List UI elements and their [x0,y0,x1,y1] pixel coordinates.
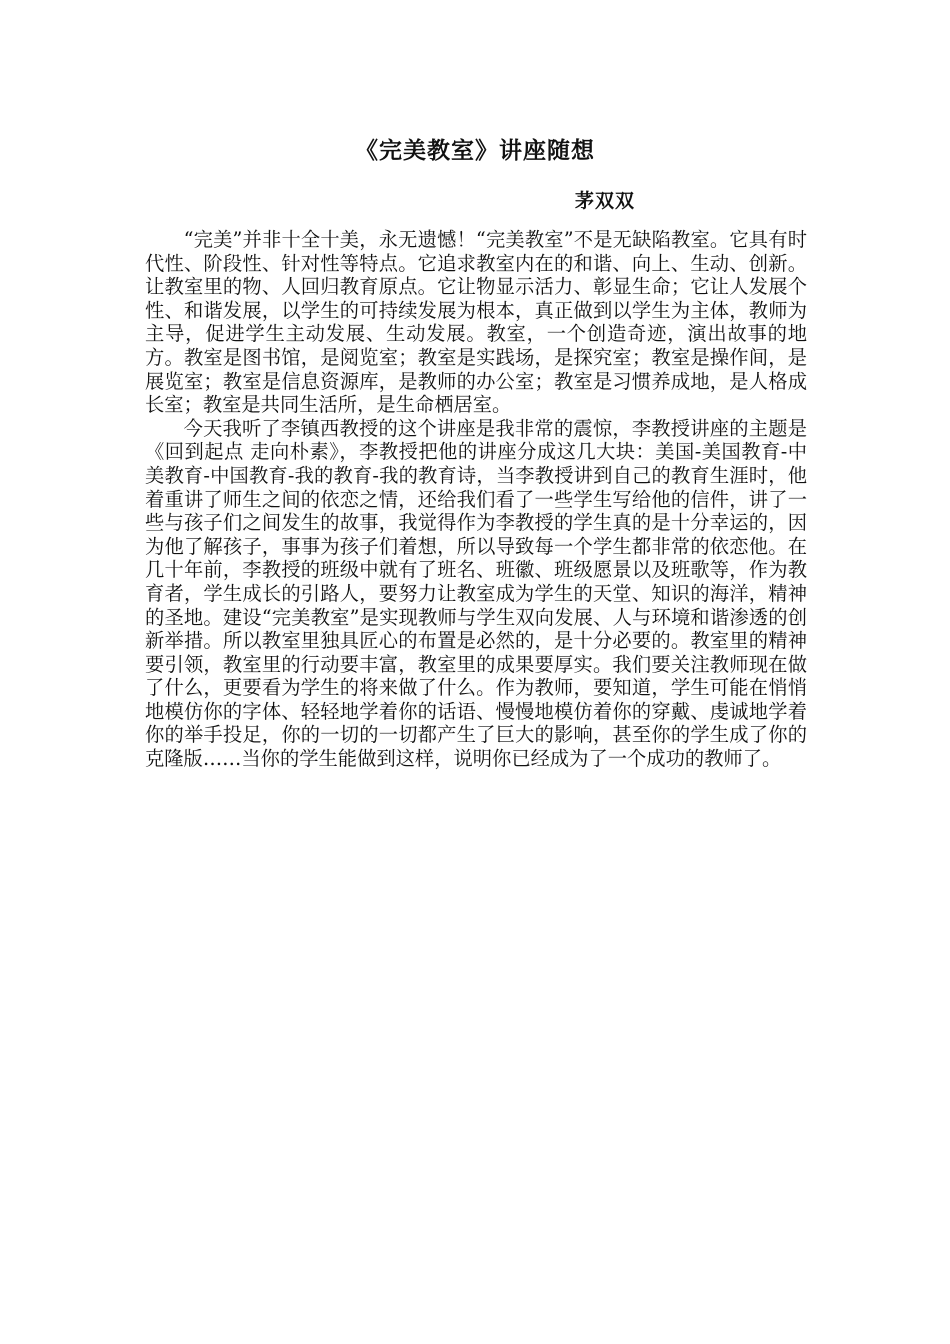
paragraph-2: 今天我听了李镇西教授的这个讲座是我非常的震惊，李教授讲座的主题是《回到起点 走向朴素》，李教授把他的讲座分成这几大块：美国-美国教育-中美教育-中国教育-我的教育-我的教育诗，当李教授讲到自己的教育生涯时，他着重讲了师生之间的依恋之情，还给我们看了一些学生写给他的信件，讲了一些与孩子们之间发生的故事，我觉得作为李教授的学生真的是十分幸运的，因为他了解孩子，事事为孩子们着想，所以导致每一个学生都非常的依恋他。在几十年前，李教授的班级中就有了班名、班徽、班级愿景以及班歌等，作为教育者，学生成长的引路人，要努力让教室成为学生的天堂、知识的海洋，精神的圣地。建设“完美教室”是实现教师与学生双向发展、人与环境和谐渗透的创新举措。所以教室里独具匠心的布置是必然的，是十分必要的。教室里的精神要引领，教室里的行动要丰富，教室里的成果要厚实。我们要关注教师现在做了什么，更要看为学生的将来做了什么。作为教师，要知道，学生可能在悄悄地模仿你的字体、轻轻地学着你的话语、慢慢地模仿着你的穿戴、虔诚地学着你的举手投足，你的一切的一切都产生了巨大的影响，甚至你的学生成了你的克隆版……当你的学生能做到这样，说明你已经成为了一个成功的教师了。 [145,416,807,771]
author-name: 茅双双 [575,190,636,212]
document-body [145,228,807,771]
paragraph-1: “完美”并非十全十美，永无遗憾！“完美教室”不是无缺陷教室。它具有时代性、阶段性、针对性等特点。它追求教室内在的和谐、向上、生动、创新。让教室里的物、人回归教育原点。它让物显示活力、彰显生命；它让人发展个性、和谐发展，以学生的可持续发展为根本，真正做到以学生为主体，教师为主导，促进学生主动发展、生动发展。教室，一个创造奇迹，演出故事的地方。教室是图书馆，是阅览室；教室是实践场，是探究室；教室是操作间，是展览室；教室是信息资源库，是教师的办公室；教室是习惯养成地，是人格成长室；教室是共同生活所，是生命栖居室。 [145,228,807,417]
document-title: 《完美教室》讲座随想 [355,137,595,164]
